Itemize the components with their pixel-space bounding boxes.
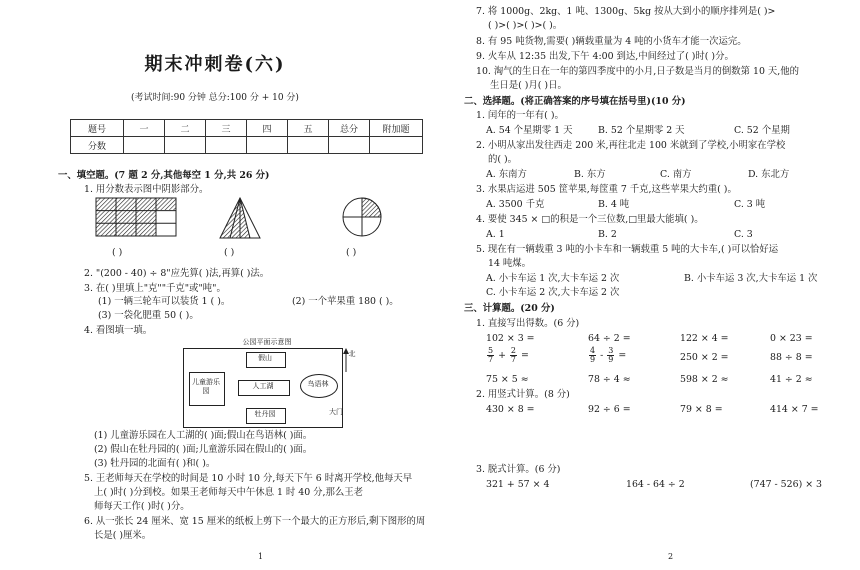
section-choice-header: 二、选择题。(将正确答案的序号填在括号里)(10 分) <box>464 96 686 107</box>
question-6-line-2: 长是( )厘米。 <box>94 530 152 541</box>
calc-3-item: 164 - 64 ÷ 2 <box>626 479 685 490</box>
calc-2-item: 430 × 8 = <box>486 404 535 415</box>
map-aviary-label: 鸟语林 <box>307 380 329 388</box>
score-input-cell[interactable] <box>247 137 288 154</box>
map-title: 公园平面示意图 <box>242 338 292 346</box>
calc-1-fraction-item-1: $\frac{5}{7}$ + $\frac{2}{7}$ = <box>488 346 529 364</box>
choice-5-line-2: 14 吨煤。 <box>488 258 532 269</box>
q1-answer-blank-1[interactable]: ( ) <box>112 247 123 258</box>
score-table-header-row <box>71 120 423 137</box>
question-10-line-2: 生日是( )月( )日。 <box>490 80 567 91</box>
choice-2-option-b: B. 东方 <box>574 169 606 180</box>
choice-1-option-c: C. 52 个星期 <box>734 125 790 136</box>
choice-5-option-c: C. 小卡车运 2 次,大卡车运 2 次 <box>486 287 620 298</box>
calc-1: 1. 直接写出得数。(6 分) <box>476 318 580 329</box>
calc-1-item: 122 × 4 = <box>680 333 729 344</box>
score-input-cell[interactable] <box>329 137 370 154</box>
question-5-line-2: 上( )时( )分到校。如果王老师每天中午休息 1 时 40 分,那么王老 <box>94 487 364 498</box>
q1-answer-blank-2[interactable]: ( ) <box>224 247 235 258</box>
choice-5-line-1: 5. 现在有一辆载重 3 吨的小卡车和一辆载重 5 吨的大卡车,( )可以恰好运 <box>476 244 779 255</box>
choice-4: 4. 要使 345 × □的积是一个三位数,□里最大能填( )。 <box>476 214 704 225</box>
question-3-2: (2) 一个苹果重 180 ( )。 <box>292 296 399 307</box>
choice-2-line-2: 的( )。 <box>488 154 518 165</box>
page-title: 期末冲刺卷(六) <box>144 54 286 75</box>
score-cell: 附加题 <box>370 120 423 137</box>
calc-1-item: 75 × 5 ≈ <box>486 374 529 385</box>
map-gate-label: 大门 <box>329 408 343 416</box>
question-8: 8. 有 95 吨货物,需要( )辆载重量为 4 吨的小货车才能一次运完。 <box>476 36 747 47</box>
question-7-line-1: 7. 将 1000g、2kg、1 吨、1300g、5kg 按从大到小的顺序排列是( )> <box>476 6 776 17</box>
choice-3-option-a: A. 3500 千克 <box>486 199 545 210</box>
page-number: 2 <box>668 552 674 561</box>
score-input-cell[interactable] <box>124 137 165 154</box>
score-input-cell[interactable] <box>288 137 329 154</box>
choice-4-option-c: C. 3 <box>734 229 753 240</box>
calc-1-item: 598 × 2 ≈ <box>680 374 729 385</box>
calc-2: 2. 用竖式计算。(8 分) <box>476 389 570 400</box>
calc-2-item: 92 ÷ 6 = <box>588 404 631 415</box>
calc-2-item: 414 × 7 = <box>770 404 819 415</box>
shaded-rectangle-figure <box>96 198 176 236</box>
shaded-circle-figure <box>342 197 382 237</box>
question-5-line-3: 师每天工作( )时( )分。 <box>94 501 190 512</box>
calc-1-item: 88 ÷ 8 = <box>770 352 813 363</box>
section-fill-in-header: 一、填空题。(7 题 2 分,其他每空 1 分,共 26 分) <box>58 170 270 181</box>
score-cell: 题号 <box>71 120 124 137</box>
shaded-triangle-figure <box>218 196 262 240</box>
score-cell: 二 <box>165 120 206 137</box>
score-cell: 四 <box>247 120 288 137</box>
map-playground-label: 儿童游乐园 <box>192 378 220 395</box>
choice-1: 1. 闰年的一年有( )。 <box>476 110 564 121</box>
choice-3-option-b: B. 4 吨 <box>598 199 630 210</box>
choice-2-option-a: A. 东南方 <box>486 169 527 180</box>
question-4-3: (3) 牡丹园的北面有( )和( )。 <box>94 458 216 469</box>
question-9: 9. 火车从 12:35 出发,下午 4:00 到达,中间经过了( )时( )分。 <box>476 51 734 62</box>
question-5-line-1: 5. 王老师每天在学校的时间是 10 小时 10 分,每天下午 6 时离开学校,他每天早 <box>84 473 413 484</box>
question-2: 2. "(200 - 40) ÷ 8"应先算( )法,再算( )法。 <box>84 268 270 279</box>
map-rockery-label: 假山 <box>258 354 272 362</box>
calc-1-item: 41 ÷ 2 ≈ <box>770 374 813 385</box>
score-cell: 分数 <box>71 137 124 154</box>
calc-1-item: 64 ÷ 2 = <box>588 333 631 344</box>
exam-info: (考试时间:90 分钟 总分:100 分 + 10 分) <box>131 93 299 103</box>
choice-5-option-a: A. 小卡车运 1 次,大卡车运 2 次 <box>486 273 620 284</box>
question-7-line-2: ( )>( )>( )>( )。 <box>488 20 563 31</box>
calc-1-item: 102 × 3 = <box>486 333 535 344</box>
q1-answer-blank-3[interactable]: ( ) <box>346 247 357 258</box>
map-lake-label: 人工湖 <box>252 382 274 390</box>
choice-4-option-a: A. 1 <box>486 229 505 240</box>
question-1: 1. 用分数表示图中阴影部分。 <box>84 184 209 195</box>
map-north-label: 北 <box>348 350 356 358</box>
score-cell: 总分 <box>329 120 370 137</box>
score-input-cell[interactable] <box>165 137 206 154</box>
score-input-cell[interactable] <box>370 137 423 154</box>
choice-4-option-b: B. 2 <box>598 229 617 240</box>
calc-3: 3. 脱式计算。(6 分) <box>476 464 561 475</box>
calc-3-item: (747 - 526) × 3 <box>750 479 823 490</box>
choice-5-option-b: B. 小卡车运 3 次,大卡车运 1 次 <box>684 273 818 284</box>
choice-2-option-c: C. 南方 <box>660 169 692 180</box>
calc-1-item: 0 × 23 = <box>770 333 813 344</box>
choice-3: 3. 水果店运进 505 筐苹果,每筐重 7 千克,这些苹果大约重( )。 <box>476 184 737 195</box>
question-3-1: (1) 一辆三轮车可以装货 1 ( )。 <box>98 296 231 307</box>
question-4: 4. 看图填一填。 <box>84 325 153 336</box>
choice-2-option-d: D. 东北方 <box>748 169 790 180</box>
score-cell: 五 <box>288 120 329 137</box>
question-6-line-1: 6. 从一张长 24 厘米、宽 15 厘米的纸板上剪下一个最大的正方形后,剩下图形的周 <box>84 516 426 527</box>
section-calc-header: 三、计算题。(20 分) <box>464 303 555 314</box>
calc-1-item: 78 ÷ 4 ≈ <box>588 374 631 385</box>
map-peony-garden-label: 牡丹园 <box>254 410 276 418</box>
score-cell: 三 <box>206 120 247 137</box>
choice-1-option-a: A. 54 个星期零 1 天 <box>486 125 573 136</box>
score-input-cell[interactable] <box>206 137 247 154</box>
calc-1-item: 250 × 2 = <box>680 352 729 363</box>
page-number: 1 <box>258 552 264 561</box>
question-4-2: (2) 假山在牡丹园的( )面;儿童游乐园在假山的( )面。 <box>94 444 313 455</box>
page-right <box>430 0 860 570</box>
score-table <box>70 119 423 154</box>
question-10-line-1: 10. 淘气的生日在一年的第四季度中的小月,日子数是当月的倒数第 10 天,他的 <box>476 66 799 77</box>
calc-3-item: 321 + 57 × 4 <box>486 479 550 490</box>
score-cell: 一 <box>124 120 165 137</box>
question-3: 3. 在( )里填上"克""千克"或"吨"。 <box>84 283 226 294</box>
choice-2-line-1: 2. 小明从家出发往西走 200 米,再往北走 100 米就到了学校,小明家在学校 <box>476 140 786 151</box>
question-3-3: (3) 一袋化肥重 50 ( )。 <box>98 310 199 321</box>
calc-1-fraction-item-2: $\frac{4}{9}$ - $\frac{3}{9}$ = <box>590 346 627 364</box>
score-table-score-row <box>71 137 423 154</box>
choice-3-option-c: C. 3 吨 <box>734 199 766 210</box>
choice-1-option-b: B. 52 个星期零 2 天 <box>598 125 685 136</box>
calc-2-item: 79 × 8 = <box>680 404 723 415</box>
question-4-1: (1) 儿童游乐园在人工湖的( )面;假山在鸟语林( )面。 <box>94 430 313 441</box>
